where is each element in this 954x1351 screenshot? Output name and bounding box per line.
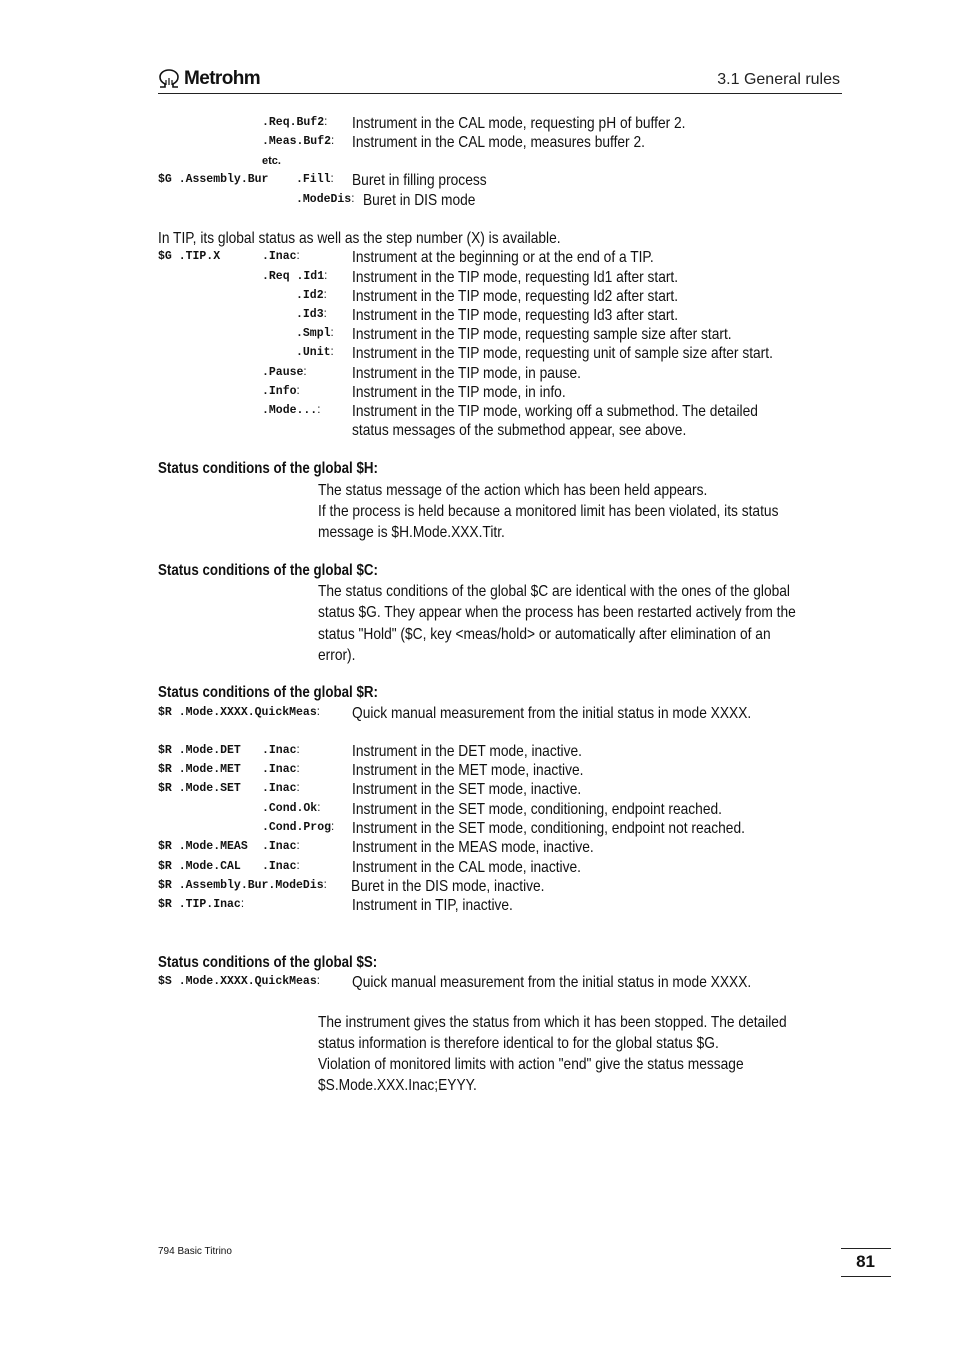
paragraph-line: If the process is held because a monitored limit has been violated, its status xyxy=(318,503,779,520)
heading-global-c: Status conditions of the global $C: xyxy=(158,562,378,579)
status-code-sub: .ModeDis: xyxy=(296,193,355,206)
status-description: Instrument in the MEAS mode, inactive. xyxy=(352,839,594,856)
page-number: 81 xyxy=(856,1252,875,1271)
status-code-sub: .Mode...: xyxy=(262,404,321,417)
heading-global-r: Status conditions of the global $R: xyxy=(158,684,378,701)
status-code-sub: .Req.Buf2: xyxy=(262,116,328,129)
status-code-sub: .Inac: xyxy=(262,840,300,853)
status-row xyxy=(158,114,848,133)
status-description: Buret in the DIS mode, inactive. xyxy=(351,878,545,895)
heading-global-h: Status conditions of the global $H: xyxy=(158,460,378,477)
status-row xyxy=(158,133,848,152)
status-row xyxy=(158,191,848,210)
status-code-sub: .Unit: xyxy=(296,346,334,359)
status-row xyxy=(158,800,848,819)
page-number-box xyxy=(841,1248,891,1277)
status-row xyxy=(158,704,848,723)
status-code-sub: .Meas.Buf2: xyxy=(262,135,335,148)
status-row xyxy=(158,153,848,172)
status-code-sub: .Info: xyxy=(262,385,300,398)
status-row xyxy=(158,780,848,799)
status-code-main: $R .TIP.Inac: xyxy=(158,898,245,911)
status-description: Instrument in the CAL mode, requesting pH of buffer 2. xyxy=(352,115,686,132)
footer-model-name: 794 Basic Titrino xyxy=(158,1246,232,1257)
status-row xyxy=(158,761,848,780)
status-row xyxy=(158,819,848,838)
status-row xyxy=(158,838,848,857)
status-code-sub: etc. xyxy=(262,155,281,167)
section-title: 3.1 General rules xyxy=(717,71,840,88)
status-code-main: $R .Mode.XXXX.QuickMeas: xyxy=(158,706,320,719)
status-row xyxy=(158,268,848,287)
paragraph-line: status $G. They appear when the process has been restarted actively from the xyxy=(318,604,796,621)
status-description: Instrument in the DET mode, inactive. xyxy=(352,743,582,760)
status-code-main: $G .TIP.X xyxy=(158,250,221,263)
status-code-sub: .Inac: xyxy=(262,744,300,757)
status-description: Buret in DIS mode xyxy=(363,192,476,209)
status-description: Instrument in the CAL mode, inactive. xyxy=(352,859,581,876)
status-code-sub: .Id2: xyxy=(296,289,327,302)
status-code-main: $R .Mode.CAL xyxy=(158,860,241,873)
status-row xyxy=(158,306,848,325)
status-description: Instrument in the SET mode, conditioning, endpoint reached. xyxy=(352,801,722,818)
status-description: Instrument in the MET mode, inactive. xyxy=(352,762,584,779)
status-row xyxy=(158,171,848,190)
status-description: Instrument in the TIP mode, requesting Id2 after start. xyxy=(352,288,679,305)
paragraph-line: $S.Mode.XXX.Inac;EYYY. xyxy=(318,1077,477,1094)
status-code-main: $S .Mode.XXXX.QuickMeas: xyxy=(158,975,320,988)
status-code-sub: .Id3: xyxy=(296,308,327,321)
status-row xyxy=(158,364,848,383)
brand-logo xyxy=(158,66,260,92)
status-code-main: $R .Mode.DET xyxy=(158,744,241,757)
status-description: Quick manual measurement from the initial status in mode XXXX. xyxy=(352,974,752,991)
status-row xyxy=(158,248,848,267)
status-row xyxy=(158,896,848,915)
heading-global-s: Status conditions of the global $S: xyxy=(158,954,378,971)
status-row xyxy=(158,973,848,992)
status-code-sub: .Req .Id1: xyxy=(262,270,328,283)
status-row xyxy=(158,287,848,306)
brand-name: Metrohm xyxy=(184,68,261,89)
status-row xyxy=(158,858,848,877)
status-row xyxy=(158,325,848,344)
status-code-sub: .Fill: xyxy=(296,173,334,186)
status-code-main: $R .Mode.MEAS xyxy=(158,840,248,853)
status-description: Instrument in the SET mode, inactive. xyxy=(352,781,582,798)
status-description: Instrument in the SET mode, conditioning, endpoint not reached. xyxy=(352,820,745,837)
header-rule xyxy=(158,93,842,94)
status-code-sub: .Pause: xyxy=(262,366,307,379)
status-code-sub: .Cond.Ok: xyxy=(262,802,321,815)
status-description: Instrument in the TIP mode, requesting Id3 after start. xyxy=(352,307,679,324)
status-description: Instrument in the TIP mode, in pause. xyxy=(352,365,581,382)
status-row xyxy=(158,877,848,896)
status-code-sub: .Smpl: xyxy=(296,327,334,340)
status-description: Instrument at the beginning or at the end of a TIP. xyxy=(352,249,654,266)
tip-intro: In TIP, its global status as well as the step number (X) is available. xyxy=(158,230,561,247)
status-code-sub: .Inac: xyxy=(262,782,300,795)
paragraph-line: error). xyxy=(318,647,356,664)
status-description: Instrument in the TIP mode, working off a submethod. The detailed xyxy=(352,403,758,420)
status-description: Instrument in TIP, inactive. xyxy=(352,897,513,914)
status-code-main: $R .Mode.MET xyxy=(158,763,241,776)
paragraph-line: status "Hold" ($C, key <meas/hold> or automatically after elimination of an xyxy=(318,626,771,643)
status-description: Instrument in the TIP mode, requesting unit of sample size after start. xyxy=(352,345,773,362)
paragraph-line: message is $H.Mode.XXX.Titr. xyxy=(318,524,505,541)
status-description: status messages of the submethod appear, see above. xyxy=(352,422,687,439)
status-description: Buret in filling process xyxy=(352,172,487,189)
paragraph-line: The status conditions of the global $C are identical with the ones of the global xyxy=(318,583,790,600)
status-code-sub: .Cond.Prog: xyxy=(262,821,335,834)
paragraph-line: status information is therefore identical to for the global status $G. xyxy=(318,1035,719,1052)
status-row xyxy=(158,344,848,363)
status-row xyxy=(158,402,848,421)
status-code-main: $R .Mode.SET xyxy=(158,782,241,795)
paragraph-line: The status message of the action which has been held appears. xyxy=(318,482,708,499)
status-row xyxy=(158,742,848,761)
status-description: Quick manual measurement from the initial status in mode XXXX. xyxy=(352,705,752,722)
status-description: Instrument in the TIP mode, requesting sample size after start. xyxy=(352,326,732,343)
status-description: Instrument in the TIP mode, in info. xyxy=(352,384,566,401)
paragraph-line: Violation of monitored limits with action "end" give the status message xyxy=(318,1056,744,1073)
status-description: Instrument in the TIP mode, requesting Id1 after start. xyxy=(352,269,679,286)
status-row xyxy=(158,421,848,440)
status-code-main: $R .Assembly.Bur.ModeDis: xyxy=(158,879,327,892)
status-code-sub: .Inac: xyxy=(262,250,300,263)
status-row xyxy=(158,383,848,402)
metrohm-omega-icon xyxy=(158,69,180,89)
status-description: Instrument in the CAL mode, measures buffer 2. xyxy=(352,134,645,151)
status-code-sub: .Inac: xyxy=(262,763,300,776)
status-code-main: $G .Assembly.Bur xyxy=(158,173,269,186)
paragraph-line: The instrument gives the status from which it has been stopped. The detailed xyxy=(318,1014,787,1031)
status-code-sub: .Inac: xyxy=(262,860,300,873)
